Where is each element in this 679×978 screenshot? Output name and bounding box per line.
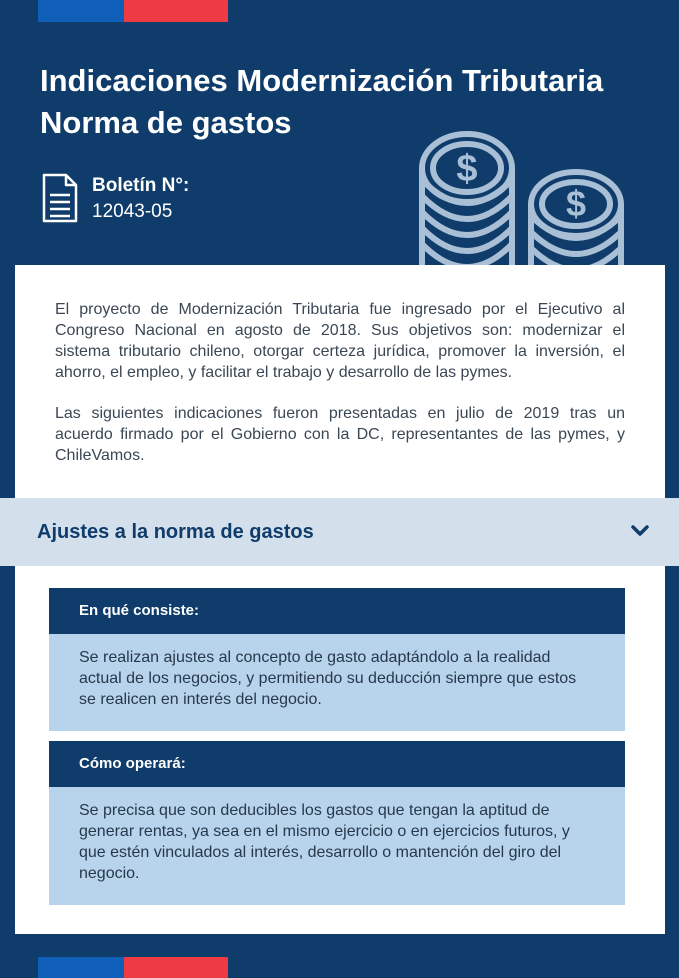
svg-text:$: $: [565, 183, 587, 224]
accordion-title: Ajustes a la norma de gastos: [37, 520, 314, 543]
page-title-line1: Indicaciones Modernización Tributaria: [40, 63, 604, 98]
document-icon: [42, 173, 78, 223]
flag-blue-segment: [38, 957, 124, 978]
page-title-line2: Norma de gastos: [40, 105, 292, 140]
section-en-que-consiste: [49, 588, 625, 731]
flag-blue-segment: [38, 0, 124, 22]
intro-text: [55, 299, 625, 486]
coins-stack-icon: [412, 128, 632, 266]
boletin-number: 12043-05: [92, 201, 173, 222]
intro-paragraph-1: El proyecto de Modernización Tributaria fue ingresado por el Ejecutivo al Congreso Nacional en agosto de 2018. Sus objetivos son: modernizar el sistema tributario chileno, otorgar certeza jurídica, promover la inversión, el ahorro, el empleo, y facilitar el trabajo y desarrollo de las pymes.: [55, 301, 625, 381]
section-heading: En qué consiste:: [49, 588, 625, 634]
section-body: Se realizan ajustes al concepto de gasto adaptándolo a la realidad actual de los negocios, y permitiendo su deducción siempre que estos se realicen en interés del negocio.: [49, 634, 625, 731]
svg-text:$: $: [456, 148, 478, 190]
intro-paragraph-2: Las siguientes indicaciones fueron presentadas en julio de 2019 tras un acuerdo firmado por el Gobierno con la DC, representantes de las pymes, y ChileVamos.: [55, 405, 625, 464]
boletin-label: Boletín N°:: [92, 175, 190, 196]
chevron-down-icon[interactable]: [631, 524, 649, 538]
section-heading: Cómo operará:: [49, 741, 625, 787]
flag-bar-bottom: [38, 957, 228, 978]
section-body: Se precisa que son deducibles los gastos que tengan la aptitud de generar rentas, ya sea en el mismo ejercicio o en ejercicios futuros, y que estén vinculados al interés, desarrollo o mantención del giro del negocio.: [49, 787, 625, 905]
flag-red-segment: [124, 0, 228, 22]
boletin-info: [42, 173, 189, 225]
flag-bar-top: [38, 0, 228, 22]
accordion-header[interactable]: [0, 498, 679, 566]
section-como-operara: [49, 741, 625, 905]
flag-red-segment: [124, 957, 228, 978]
